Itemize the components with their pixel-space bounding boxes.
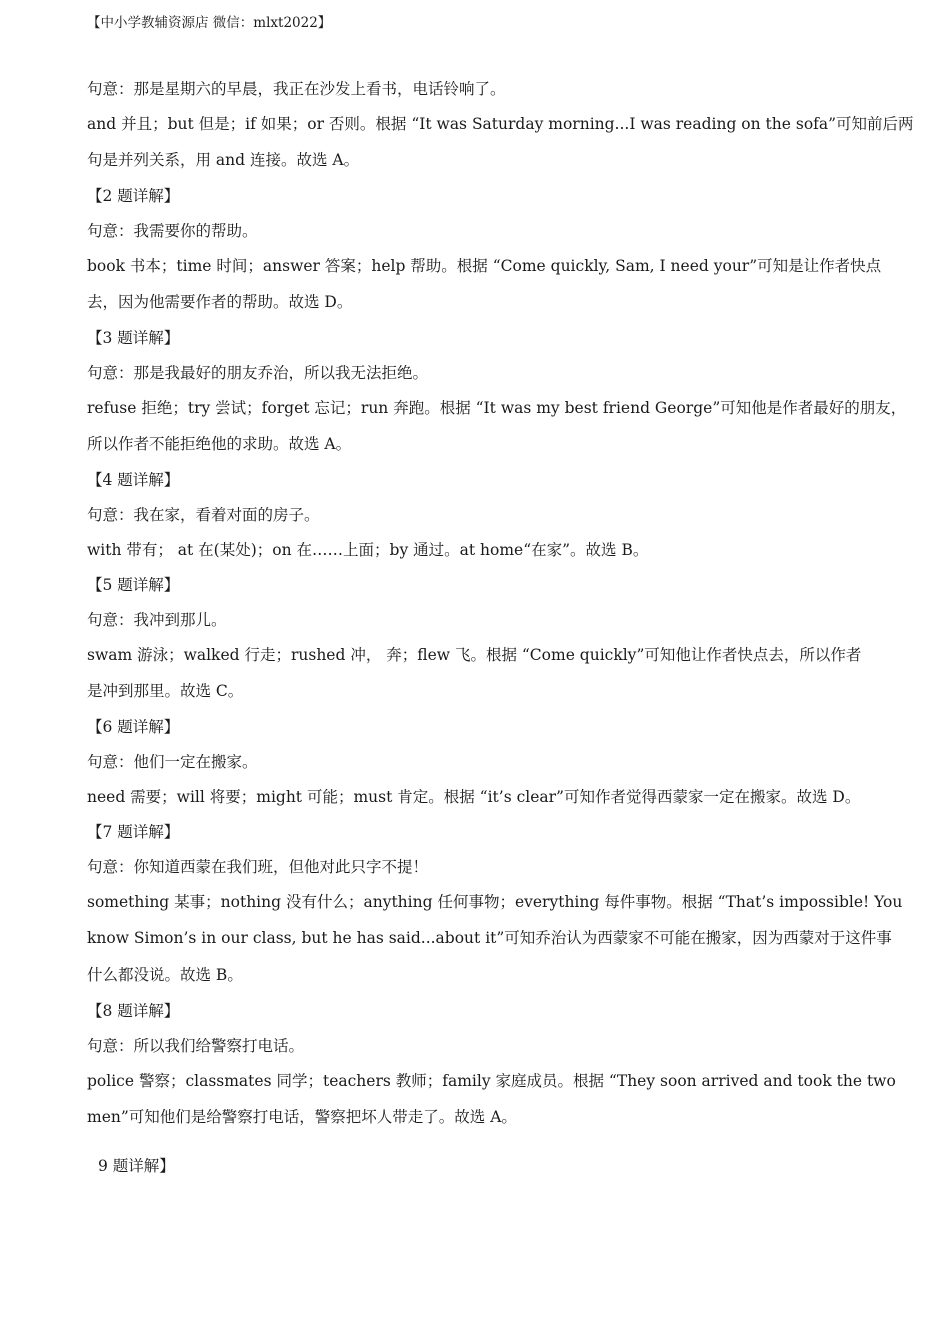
text-line: 句意：我需要你的帮助。 [87, 222, 258, 240]
section-heading: 【8 题详解】 [87, 1002, 180, 1020]
text-line: 是冲到那里。故选 C。 [87, 682, 244, 700]
text-line: need 需要；will 将要；might 可能；must 肯定。根据 “it’s clear”可知作者觉得西蒙家一定在搬家。故选 D。 [87, 788, 861, 806]
text-line: 去，因为他需要作者的帮助。故选 D。 [87, 293, 353, 311]
section-heading: 【5 题详解】 [87, 576, 180, 594]
text-line: book 书本；time 时间；answer 答案；help 帮助。根据 “Come quickly, Sam, I need your”可知是让作者快点 [87, 257, 882, 275]
document-body [87, 72, 914, 1184]
section-heading: 9 题详解】 [98, 1157, 175, 1175]
text-line: 什么都没说。故选 B。 [87, 966, 243, 984]
section-heading: 【6 题详解】 [87, 718, 180, 736]
text-line: 句意：所以我们给警察打电话。 [87, 1037, 305, 1055]
text-line: 句意：他们一定在搬家。 [87, 753, 258, 771]
text-line: and 并且；but 但是；if 如果；or 否则。根据 “It was Saturday morning...I was reading on the sofa”可知前后两 [87, 115, 914, 133]
text-line: 句意：我冲到那儿。 [87, 611, 227, 629]
text-line: refuse 拒绝；try 尝试；forget 忘记；run 奔跑。根据 “It was my best friend George”可知他是作者最好的朋友， [87, 399, 907, 417]
text-line: 句意：那是我最好的朋友乔治，所以我无法拒绝。 [87, 364, 429, 382]
text-line: 句是并列关系，用 and 连接。故选 A。 [87, 151, 360, 169]
text-line: know Simon’s in our class, but he has said...about it”可知乔治认为西蒙家不可能在搬家，因为西蒙对于这件事 [87, 929, 892, 947]
text-line: with 带有； at 在(某处)；on 在……上面；by 通过。at home“在家”。故选 B。 [87, 541, 649, 559]
text-line: something 某事；nothing 没有什么；anything 任何事物；everything 每件事物。根据 “That’s impossible! You [87, 893, 903, 911]
text-line: 句意：那是星期六的早晨，我正在沙发上看书，电话铃响了。 [87, 80, 506, 98]
text-line: 句意：我在家，看着对面的房子。 [87, 506, 320, 524]
text-line: 句意：你知道西蒙在我们班，但他对此只字不提！ [87, 858, 429, 876]
text-line: swam 游泳；walked 行走；rushed 冲， 奔；flew 飞。根据 “Come quickly”可知他让作者快点去，所以作者 [87, 646, 862, 664]
section-heading: 【3 题详解】 [87, 329, 180, 347]
text-line: 所以作者不能拒绝他的求助。故选 A。 [87, 435, 352, 453]
page-header: 【中小学教辅资源店 微信：mlxt2022】 [87, 15, 332, 31]
section-heading: 【4 题详解】 [87, 471, 180, 489]
section-heading: 【2 题详解】 [87, 187, 180, 205]
section-heading: 【7 题详解】 [87, 823, 180, 841]
text-line: men”可知他们是给警察打电话，警察把坏人带走了。故选 A。 [87, 1108, 517, 1126]
text-line: police 警察；classmates 同学；teachers 教师；family 家庭成员。根据 “They soon arrived and took the two [87, 1072, 896, 1090]
